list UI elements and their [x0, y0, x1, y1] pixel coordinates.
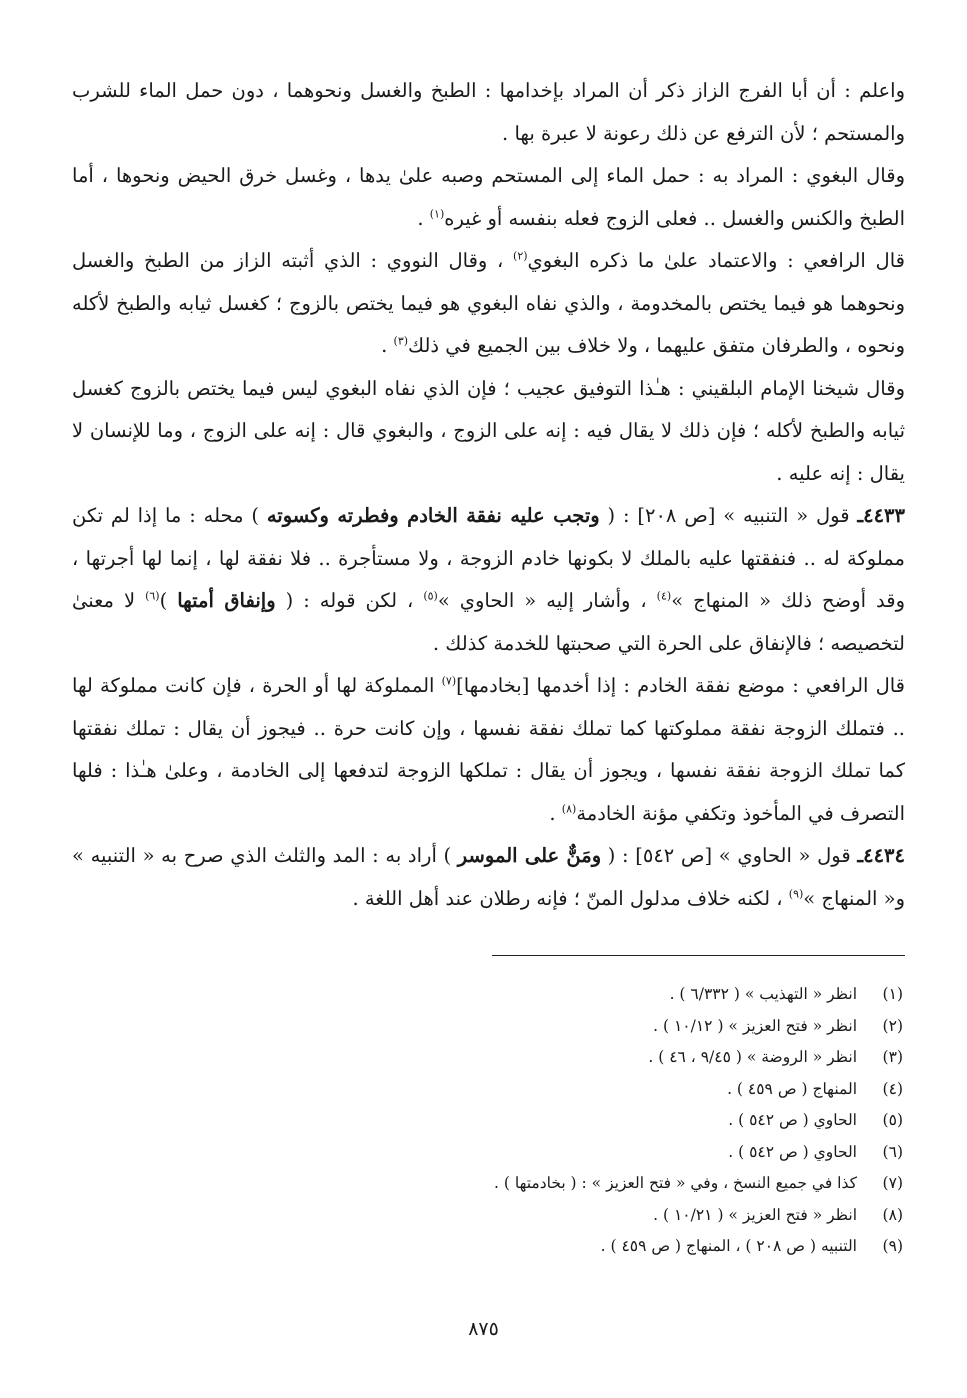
footnote: [300, 1203, 903, 1235]
footnote-number: (٦): [882, 1142, 903, 1161]
paragraph: وقال البغوي : المراد به : حمل الماء إلى المستحم وصبه علىٰ يدها ، وغسل خرق الحيض ونحوها ، أما الطبخ والكنس والغسل .. فعلى الزوج فعله بنفسه أو غيره$^{(١)}$ .: [72, 164, 905, 230]
footnote-text: انظر « فتح العزيز » ( ١٠/٢١ ) .: [653, 1205, 857, 1224]
paragraph: ٤٤٣٣ـ قول « التنبيه » [ص ٢٠٨] : ( وتجب عليه نفقة الخادم وفطرته وكسوته ) محله : ما إذا لم تكن مملوكة له .. فنفقتها عليه بالملك لا بكونها خادم الزوجة ، ولا مستأجرة .. فلا نفقة لها ، إنما لها أجرتها ، وقد أوضح ذلك « المنهاج »$^{(٤)}$ ، وأشار إليه « الحاوي »$^{(٥)}$ ، لكن قوله : ( وإنفاق أمتها )$^{(٦)}$ لا معنىٰ لتخصيصه ؛ فالإنفاق على الحرة التي صحبتها للخدمة كذلك .: [72, 504, 905, 655]
footnote: [300, 1077, 903, 1109]
footnote-number: (٤): [882, 1079, 903, 1098]
footnote-ref[interactable]: (٢): [513, 249, 528, 263]
quoted-text: وإنفاق أمتها: [177, 589, 276, 612]
footnote-separator: [492, 955, 905, 956]
footnote-text: انظر « الروضة » ( ٩/٤٥ ، ٤٦ ) .: [648, 1048, 857, 1066]
footnote-text: المنهاج ( ص ٤٥٩ ) .: [727, 1079, 857, 1098]
footnote: [300, 1171, 903, 1203]
footnote: [300, 1108, 903, 1140]
footnote-ref[interactable]: (٥): [423, 589, 438, 603]
footnote-number: (٩): [882, 1237, 903, 1255]
footnote-number: (٥): [882, 1111, 903, 1129]
quoted-text: وتجب عليه نفقة الخادم وفطرته وكسوته: [266, 504, 600, 527]
issue-number: ٤٤٣٣ـ: [857, 504, 905, 527]
footnote-ref[interactable]: (١): [429, 207, 445, 220]
page-number: ٨٧٥: [468, 1318, 499, 1340]
paragraph: واعلم : أن أبا الفرج الزاز ذكر أن المراد بإخدامها : الطبخ والغسل ونحوهما ، دون حمل الماء للشرب والمستحم ؛ لأن الترفع عن ذلك رعونة لا عبرة بها .: [72, 79, 905, 145]
footnote: [300, 1045, 903, 1077]
footnote: [300, 1014, 903, 1046]
footnote-ref[interactable]: (٨): [561, 802, 577, 815]
footnote-number: (٣): [882, 1048, 903, 1066]
footnote-number: (١): [882, 985, 903, 1003]
paragraph: قال الرافعي : والاعتماد علىٰ ما ذكره البغوي$^{(٢)}$ ، وقال النووي : الذي أثبته الزاز من الطبخ والغسل ونحوهما هو فيما يختص بالمخدومة ، والذي نفاه البغوي هو فيما يختص بالزوج ؛ كغسل ثيابه والطبخ لأكله ونحوه ، والطرفان متفق عليهما ، ولا خلاف بين الجميع في ذلك$^{(٣)}$ .: [72, 249, 905, 357]
paragraph: قال الرافعي : موضع نفقة الخادم : إذا أخدمها [بخادمها]$^{(٧)}$ المملوكة لها أو الحرة ، فإن كانت مملوكة لها .. فتملك الزوجة نفقة مملوكتها كما تملك نفقة نفسها ، وإن كانت حرة .. فيجوز أن يقال : تملك نفقتها كما تملك الزوجة نفقة نفسها ، ويجوز أن يقال : تملكها الزوجة لتدفعها إلى الخادمة ، وعلىٰ هـٰذا : فلها التصرف في المأخوذ وتكفي مؤنة الخادمة$^{(٨)}$ .: [72, 674, 905, 825]
footnote-text: التنبيه ( ص ٢٠٨ ) ، المنهاج ( ص ٤٥٩ ) .: [600, 1237, 857, 1255]
footnote-number: (٢): [882, 1016, 903, 1035]
footnote-text: الحاوي ( ص ٥٤٢ ) .: [728, 1142, 857, 1161]
footnote-text: انظر « فتح العزيز » ( ١٠/١٢ ) .: [653, 1016, 857, 1035]
issue-number: ٤٤٣٤ـ: [857, 844, 905, 867]
footnote: [300, 982, 903, 1014]
footnote-number: (٧): [882, 1174, 903, 1192]
main-text: [72, 70, 905, 920]
footnote-ref[interactable]: (٩): [788, 887, 804, 900]
footnote-ref[interactable]: (٣): [393, 334, 409, 348]
footnote-number: (٨): [882, 1205, 903, 1224]
footnote: [300, 1234, 903, 1266]
footnote-ref[interactable]: (٧): [441, 674, 457, 688]
footnote: [300, 1140, 903, 1172]
footnote-ref[interactable]: (٤): [656, 589, 672, 603]
paragraph: ٤٤٣٤ـ قول « الحاوي » [ص ٥٤٢] : ( ومَنٌّ على الموسر ) أراد به : المد والثلث الذي صرح به « التنبيه » و« المنهاج »$^{(٩)}$ ، لكنه خلاف مدلول المنّ ؛ فإنه رطلان عند أهل اللغة .: [72, 844, 905, 910]
footnote-text: كذا في جميع النسخ ، وفي « فتح العزيز » : ( بخادمتها ) .: [494, 1174, 857, 1192]
footnotes: [300, 982, 903, 1266]
footnote-text: الحاوي ( ص ٥٤٢ ) .: [728, 1111, 857, 1129]
footnote-text: انظر « التهذيب » ( ٦/٣٣٢ ) .: [669, 985, 857, 1003]
quoted-text: ومَنٌّ على الموسر: [457, 844, 602, 867]
paragraph: وقال شيخنا الإمام البلقيني : هـٰذا التوفيق عجيب ؛ فإن الذي نفاه البغوي ليس فيما يختص بالزوج كغسل ثيابه والطبخ لأكله ؛ فإن ذلك لا يقال فيه : إنه على الزوج ، والبغوي قال : إنه على الزوج ، وما للإنسان لا يقال : إنه عليه .: [72, 376, 905, 485]
footnote-ref[interactable]: (٦): [145, 589, 160, 603]
